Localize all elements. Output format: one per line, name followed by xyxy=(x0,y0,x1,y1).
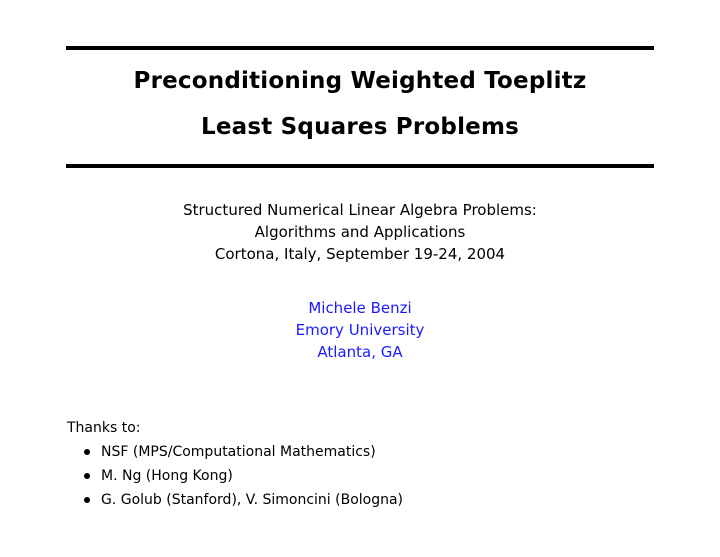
title-top-rule xyxy=(66,46,654,50)
author-affiliation: Emory University xyxy=(295,321,425,339)
bullet-icon xyxy=(84,473,90,479)
thanks-item-text: M. Ng (Hong Kong) xyxy=(101,468,233,484)
slide-title-line-2: Least Squares Problems xyxy=(200,114,520,140)
conference-info xyxy=(0,199,720,265)
conference-name: Structured Numerical Linear Algebra Problems: xyxy=(183,201,537,219)
list-item xyxy=(84,440,403,464)
list-item xyxy=(84,488,403,512)
author-location: Atlanta, GA xyxy=(317,343,403,361)
bullet-icon xyxy=(84,497,90,503)
title-bottom-rule xyxy=(66,164,654,168)
thanks-item-text: NSF (MPS/Computational Mathematics) xyxy=(101,444,376,460)
bullet-icon xyxy=(84,449,90,455)
list-item xyxy=(84,464,403,488)
thanks-list xyxy=(84,440,403,512)
slide-title-line-1: Preconditioning Weighted Toeplitz xyxy=(133,68,587,94)
author-block xyxy=(0,297,720,363)
author-name: Michele Benzi xyxy=(308,299,412,317)
conference-location-date: Cortona, Italy, September 19-24, 2004 xyxy=(214,245,506,263)
conference-subtitle: Algorithms and Applications xyxy=(254,223,466,241)
thanks-item-text: G. Golub (Stanford), V. Simoncini (Bologna) xyxy=(101,492,404,508)
thanks-label: Thanks to: xyxy=(67,420,141,436)
